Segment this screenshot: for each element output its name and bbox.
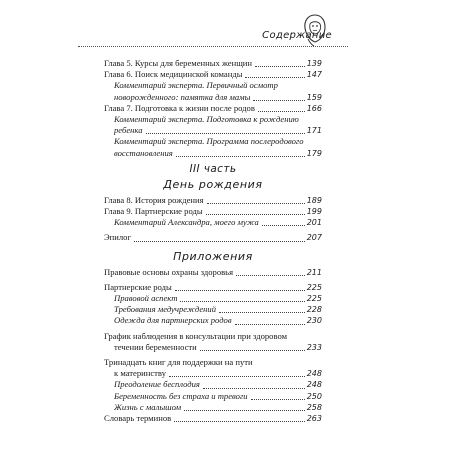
toc-entry-page: 189 xyxy=(306,195,322,205)
toc-entry-page: 207 xyxy=(306,233,322,243)
toc-entry-title-line2: восстановления xyxy=(114,147,173,158)
toc-entry-books[interactable] xyxy=(104,357,322,379)
toc-entry-title: Глава 9. Партнерские роды xyxy=(104,206,203,217)
toc-entry-page: 230 xyxy=(306,316,322,326)
dot-leader xyxy=(245,77,304,78)
dot-leader xyxy=(206,214,305,215)
toc-entry-title-line1: График наблюдения в консультации при здоровом xyxy=(104,330,288,341)
toc-entry-title-line2: ребенка xyxy=(114,125,143,136)
toc-entry-title: Партнерские роды xyxy=(104,281,172,292)
toc-entry-chapter-6-comment[interactable] xyxy=(104,80,322,102)
running-head: Содержание xyxy=(262,30,332,41)
appendix-heading: Приложения xyxy=(173,249,253,263)
toc-entry-page: 263 xyxy=(306,414,322,424)
toc-entry-chapter-5[interactable] xyxy=(104,58,322,69)
dot-leader xyxy=(180,301,304,302)
toc-entry-title-line2: к материнству xyxy=(114,368,166,379)
toc-entry-page: 179 xyxy=(306,148,322,158)
toc-entry-title-line1: Тринадцать книг для поддержки на пути xyxy=(104,357,253,368)
toc-entry-chapter-8[interactable] xyxy=(104,195,322,206)
toc-entry-page: 171 xyxy=(306,126,322,136)
dot-leader xyxy=(236,275,305,276)
dot-leader xyxy=(200,350,305,351)
toc-entry-title: Требования медучреждений xyxy=(114,304,216,315)
dot-leader xyxy=(235,324,305,325)
toc-entry-chapter-6[interactable] xyxy=(104,69,322,80)
baby-logo-icon xyxy=(300,12,330,48)
toc-entry-page: 233 xyxy=(306,342,322,352)
toc-entry-page: 166 xyxy=(306,103,322,113)
dot-leader xyxy=(146,133,305,134)
dot-leader xyxy=(253,100,304,101)
toc-entry-schedule[interactable] xyxy=(104,331,322,353)
toc-entry-title: Одежда для партнерских родов xyxy=(114,315,232,326)
dot-leader xyxy=(258,111,305,112)
toc-entry-page: 225 xyxy=(306,294,322,304)
toc-entry-title-line2: течении беременности xyxy=(114,341,197,352)
toc-entry-title: Правовые основы охраны здоровья xyxy=(104,266,234,277)
dot-leader xyxy=(184,410,305,411)
table-of-contents xyxy=(104,58,322,424)
dot-leader xyxy=(203,388,305,389)
dot-leader xyxy=(169,376,305,377)
toc-entry-life-with-baby[interactable] xyxy=(104,402,322,413)
toc-entry-chapter-9-comment[interactable] xyxy=(104,217,322,228)
toc-entry-page: 248 xyxy=(306,380,322,390)
toc-entry-hospital-requirements[interactable] xyxy=(104,304,322,315)
toc-entry-title: Жизнь с малышом xyxy=(114,401,182,412)
toc-entry-chapter-7[interactable] xyxy=(104,103,322,114)
toc-entry-partner-birth[interactable] xyxy=(104,282,322,293)
toc-entry-title-line1: Комментарий эксперта. Первичный осмотр xyxy=(114,80,278,91)
toc-entry-title-line1: Комментарий эксперта. Подготовка к рождению xyxy=(114,114,299,125)
toc-entry-page: 225 xyxy=(306,282,322,292)
dot-leader xyxy=(262,225,305,226)
toc-entry-page: 228 xyxy=(306,305,322,315)
toc-entry-title: Эпилог xyxy=(104,232,131,243)
toc-entry-fearless-pregnancy[interactable] xyxy=(104,391,322,402)
toc-entry-title: Словарь терминов xyxy=(104,413,172,424)
toc-entry-epilogue[interactable] xyxy=(104,232,322,243)
toc-entry-title: Глава 8. История рождения xyxy=(104,194,204,205)
toc-entry-page: 248 xyxy=(306,369,322,379)
toc-entry-infertility[interactable] xyxy=(104,379,322,390)
dot-leader xyxy=(176,156,305,157)
toc-entry-page: 139 xyxy=(306,59,322,68)
toc-entry-title: Комментарий Александра, моего мужа xyxy=(114,217,259,228)
toc-entry-title: Правовой аспект xyxy=(114,293,178,304)
toc-entry-chapter-7-comment-2[interactable] xyxy=(104,136,322,158)
dot-leader xyxy=(255,66,305,67)
toc-entry-title: Беременность без страха и тревоги xyxy=(114,390,248,401)
part-title: День рождения xyxy=(163,177,263,191)
toc-entry-partner-clothing[interactable] xyxy=(104,315,322,326)
toc-entry-glossary[interactable] xyxy=(104,413,322,424)
dot-leader xyxy=(134,241,305,242)
dot-leader xyxy=(174,421,305,422)
toc-entry-title: Глава 7. Подготовка к жизни после родов xyxy=(104,102,255,113)
toc-entry-page: 250 xyxy=(306,391,322,401)
toc-entry-title-line2: новорожденного: памятка для мамы xyxy=(114,91,251,102)
page-header xyxy=(0,0,450,60)
toc-entry-page: 147 xyxy=(306,70,322,80)
part-label: III часть xyxy=(189,162,237,175)
toc-entry-title: Глава 5. Курсы для беременных женщин xyxy=(104,58,253,68)
toc-entry-legal[interactable] xyxy=(104,267,322,278)
dot-leader xyxy=(207,203,305,204)
toc-entry-chapter-9[interactable] xyxy=(104,206,322,217)
toc-entry-page: 211 xyxy=(306,267,322,277)
toc-entry-page: 159 xyxy=(306,92,322,102)
toc-entry-page: 201 xyxy=(306,218,322,228)
dot-leader xyxy=(175,290,305,291)
toc-entry-title: Преодоление бесплодия xyxy=(114,379,200,390)
toc-entry-page: 199 xyxy=(306,207,322,217)
toc-entry-title-line1: Комментарий эксперта. Программа послеродового xyxy=(114,136,304,147)
toc-entry-page: 258 xyxy=(306,402,322,412)
dot-leader xyxy=(219,312,305,313)
toc-entry-legal-aspect[interactable] xyxy=(104,293,322,304)
toc-entry-title: Глава 6. Поиск медицинской команды xyxy=(104,69,243,80)
dot-leader xyxy=(251,399,305,400)
toc-entry-chapter-7-comment-1[interactable] xyxy=(104,114,322,136)
